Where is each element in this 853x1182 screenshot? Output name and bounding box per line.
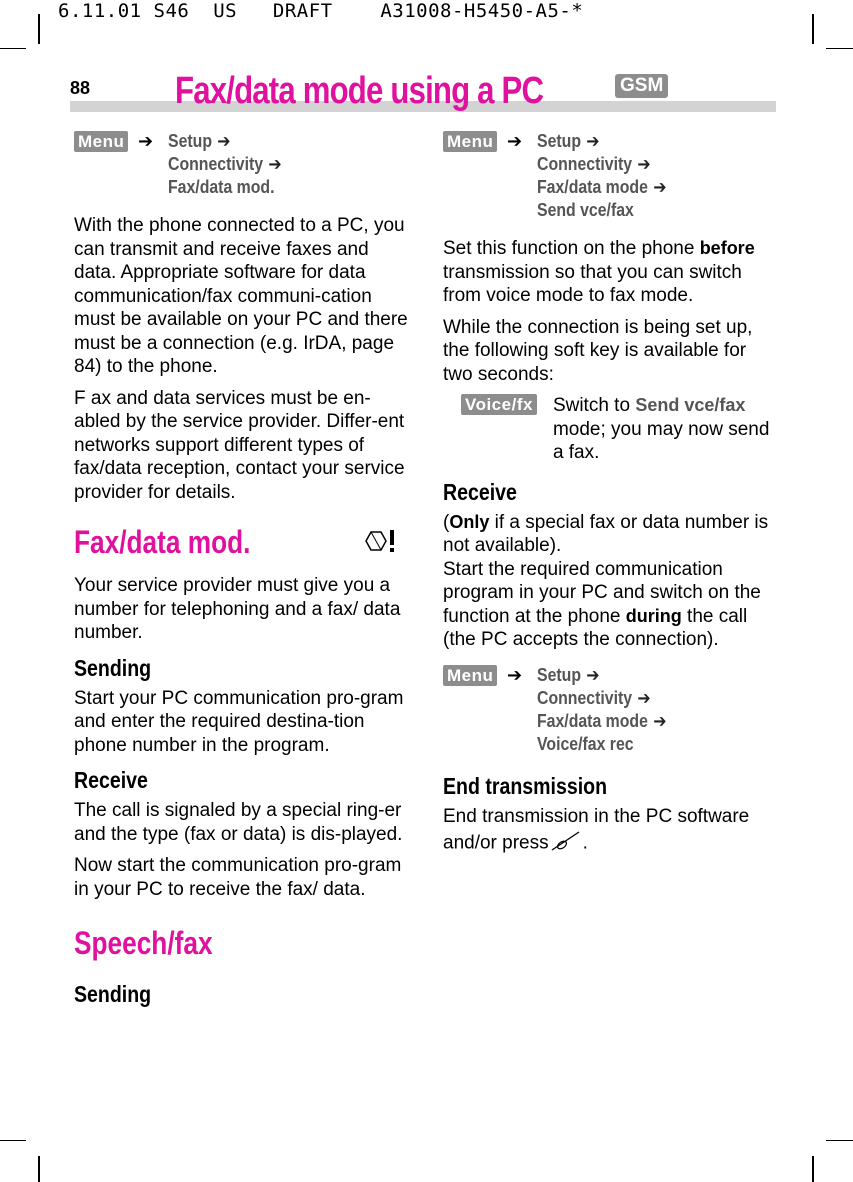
text-run: Set this function on the phone: [443, 238, 700, 259]
section-paragraph: Start your PC communication pro-gram and enter the required destina-tion phone number in the program.: [74, 687, 404, 756]
page-title: Fax/data mode using a PC: [175, 70, 544, 112]
emphasis: Only: [449, 511, 490, 532]
section-title: Fax/data mod.: [74, 524, 251, 560]
menu-path: [74, 130, 414, 202]
menu-path: [443, 130, 778, 225]
arrow-icon: ➔: [507, 664, 523, 685]
arrow-icon: ➔: [268, 154, 282, 174]
section-title: Speech/fax: [74, 925, 213, 961]
softkey-row: [461, 394, 778, 465]
path-step: Voice/fax rec: [537, 733, 634, 754]
intro-paragraph: With the phone connected to a PC, you can transmit and receive faxes and data. Appropriate software for data communication/fax communi-cation must be available on your PC and there must be a connection (e.g. IrDA, page 84) to the phone.: [74, 215, 408, 377]
subsection-title: End transmission: [443, 772, 608, 799]
arrow-icon: ➔: [586, 131, 600, 151]
crop-mark: [812, 1156, 814, 1182]
crop-mark: [0, 48, 26, 49]
left-column: [74, 130, 414, 1013]
text-run: End transmission in the PC software and/or press: [443, 805, 750, 854]
section-paragraph: The call is signaled by a special ring-er and the type (fax or data) is dis-played.: [74, 800, 403, 845]
paragraph: While the connection is being set up, the following soft key is available for two seconds:: [443, 316, 753, 385]
arrow-icon: ➔: [653, 177, 667, 197]
crop-mark: [812, 14, 814, 44]
arrow-icon: ➔: [217, 131, 231, 151]
text-run: mode; you may now send a fax.: [552, 418, 770, 463]
arrow-icon: ➔: [586, 664, 600, 685]
voice-fax-softkey[interactable]: Voice/fx: [461, 394, 537, 415]
intro-paragraph: F ax and data services must be en-abled by the service provider. Differ-ent networks support different types of fax/data reception, contact your service provider for details.: [74, 387, 405, 503]
menu-softkey[interactable]: Menu: [74, 131, 128, 152]
subsection-title: Receive: [443, 478, 517, 505]
menu-path: [443, 664, 778, 759]
gsm-badge: GSM: [615, 74, 668, 98]
end-call-key-icon: [549, 828, 583, 859]
subsection-title: Sending: [74, 654, 152, 681]
paragraph: [443, 511, 778, 652]
path-step: Connectivity: [168, 154, 264, 174]
arrow-icon: ➔: [637, 154, 651, 174]
network-service-icon: [362, 526, 398, 563]
path-step: Fax/data mod.: [168, 177, 275, 197]
path-step: Setup: [537, 131, 582, 151]
crop-mark: [826, 1140, 853, 1141]
text-run: the call (the PC accepts the connection).: [443, 605, 748, 650]
crop-mark: [826, 48, 853, 49]
subsection-title: Sending: [74, 981, 152, 1007]
crop-mark: [38, 14, 40, 44]
right-column: [443, 130, 778, 867]
arrow-icon: ➔: [507, 131, 523, 151]
arrow-icon: ➔: [637, 687, 651, 708]
text-run: if a special fax or data number is not available).: [443, 511, 769, 556]
arrow-icon: ➔: [653, 710, 667, 731]
menu-softkey[interactable]: Menu: [443, 131, 497, 152]
path-step: Send vce/fax: [537, 200, 634, 220]
emphasis: Send vce/fax: [635, 395, 746, 415]
path-step: Connectivity: [537, 154, 633, 174]
crop-mark: [0, 1140, 26, 1141]
menu-softkey[interactable]: Menu: [443, 665, 497, 686]
path-step: Fax/data mode: [537, 177, 648, 197]
section-paragraph: Now start the communication pro-gram in your PC to receive the fax/ data.: [74, 855, 402, 900]
text-run: Start the required communication program in your PC and switch on the function at the phone: [443, 558, 761, 627]
page-number: 88: [70, 78, 91, 98]
crop-mark: [38, 1156, 40, 1182]
text-run: transmission so that you can switch from voice mode to fax mode.: [443, 261, 742, 306]
text-run: Switch to: [552, 395, 636, 416]
path-step: Setup: [168, 131, 213, 151]
path-step: Fax/data mode: [537, 710, 648, 731]
text-run: .: [582, 832, 588, 854]
draft-header: 6.11.01 S46 US DRAFT A31008-H5450-A5-*: [58, 0, 584, 22]
emphasis: during: [625, 605, 682, 626]
subsection-title: Receive: [74, 767, 148, 793]
text-run: (: [443, 511, 450, 533]
paragraph: [443, 805, 778, 859]
softkey-description: [553, 394, 773, 465]
path-step: Connectivity: [537, 687, 633, 708]
section-paragraph: Your service provider must give you a number for telephoning and a fax/ data number.: [74, 575, 401, 643]
paragraph: [443, 237, 778, 308]
arrow-icon: ➔: [138, 131, 154, 151]
path-step: Setup: [537, 664, 582, 685]
emphasis: before: [699, 238, 755, 258]
